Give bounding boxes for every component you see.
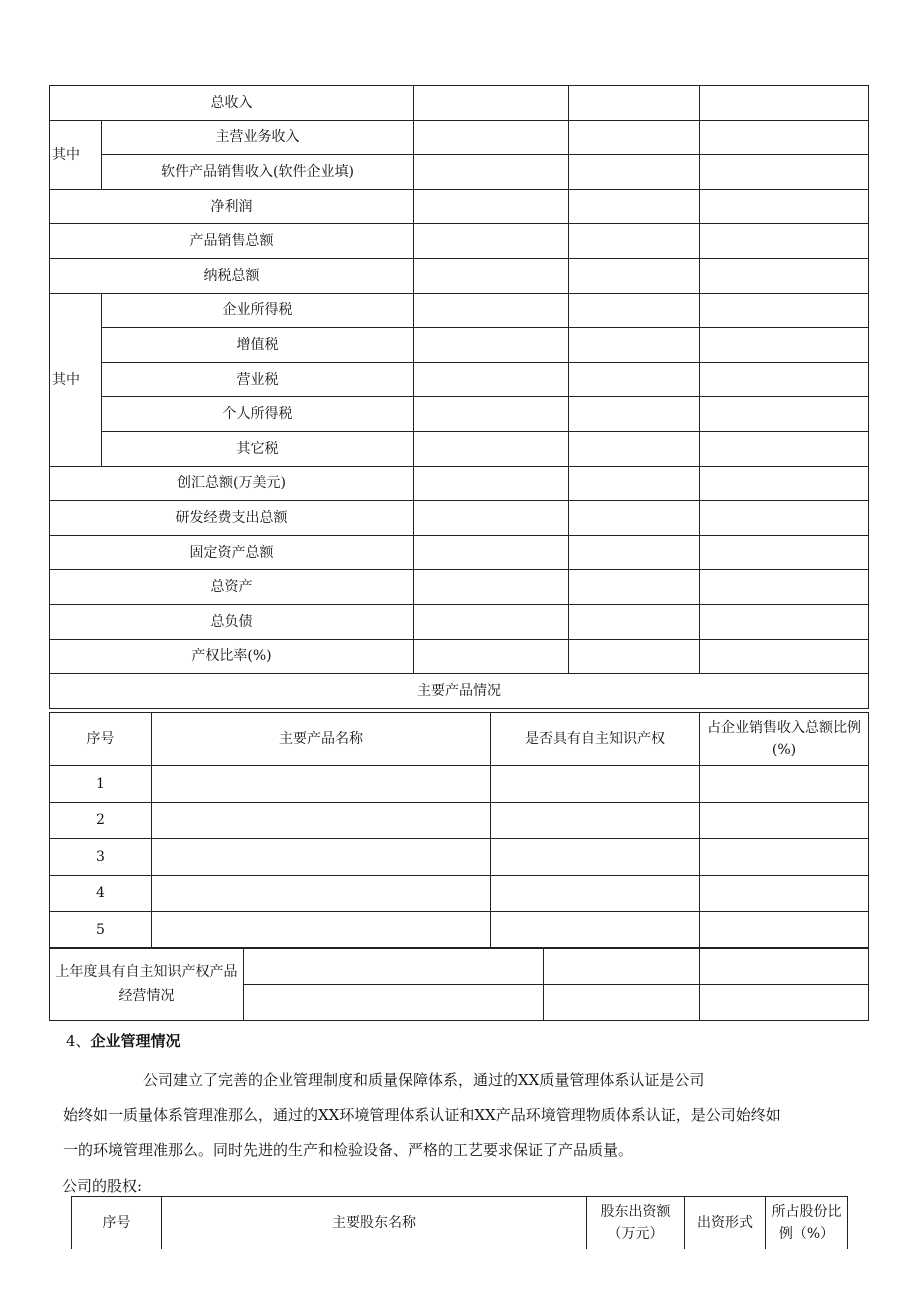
data-cell[interactable] [544,948,700,985]
row-label: 上年度具有自主知识产权产品经营情况 [50,948,244,1021]
data-cell[interactable] [414,120,569,155]
section-number: 4、 [66,1032,91,1050]
table-row [50,802,869,839]
row-label: 软件产品销售收入(软件企业填) [102,155,414,190]
data-cell[interactable] [244,984,544,1021]
table-row [50,86,869,121]
data-cell[interactable] [414,501,569,536]
row-label: 其它税 [102,431,414,466]
paragraph: 一的环境管理准那么。同时先进的生产和检验设备、严格的工艺要求保证了产品质量。 [63,1141,634,1159]
table-row [50,570,869,605]
data-cell[interactable] [569,501,700,536]
table-row [50,431,869,466]
row-label: 产品销售总额 [50,224,414,259]
data-cell[interactable] [414,639,569,674]
table-row [50,328,869,363]
data-cell[interactable] [700,984,869,1021]
data-cell[interactable] [152,766,491,803]
row-label: 增值税 [102,328,414,363]
table-row [50,766,869,803]
table-row [50,155,869,190]
data-cell[interactable] [569,189,700,224]
data-cell[interactable] [414,604,569,639]
data-cell[interactable] [569,86,700,121]
data-cell[interactable] [414,155,569,190]
table-row [50,189,869,224]
column-header-ratio: 占企业销售收入总额比例(%) [700,713,869,766]
data-cell[interactable] [569,120,700,155]
data-cell[interactable] [700,948,869,985]
data-cell[interactable] [414,466,569,501]
data-cell[interactable] [414,535,569,570]
data-cell[interactable] [700,535,869,570]
data-cell[interactable] [491,839,700,876]
data-cell[interactable] [700,86,869,121]
data-cell[interactable] [544,984,700,1021]
data-cell[interactable] [569,155,700,190]
group-label: 其中 [50,120,102,189]
data-cell[interactable] [569,431,700,466]
data-cell[interactable] [569,535,700,570]
data-cell[interactable] [569,258,700,293]
row-index: 1 [50,766,152,803]
data-cell[interactable] [414,189,569,224]
data-cell[interactable] [700,362,869,397]
section-heading [66,1030,181,1051]
table-row [50,258,869,293]
data-cell[interactable] [414,258,569,293]
table-row [50,224,869,259]
column-header-amount: 股东出资额（万元） [587,1197,685,1249]
data-cell[interactable] [700,189,869,224]
table-row [50,535,869,570]
data-cell[interactable] [414,362,569,397]
column-header-name: 主要股东名称 [162,1197,587,1249]
column-header-form: 出资形式 [685,1197,766,1249]
data-cell[interactable] [700,912,869,949]
data-cell[interactable] [491,802,700,839]
data-cell[interactable] [700,839,869,876]
data-cell[interactable] [569,466,700,501]
data-cell[interactable] [244,948,544,985]
ip-products-table [49,947,869,1021]
row-label: 固定资产总额 [50,535,414,570]
column-header-ip: 是否具有自主知识产权 [491,713,700,766]
data-cell[interactable] [569,397,700,432]
row-label: 个人所得税 [102,397,414,432]
table-row [50,948,869,985]
table-row [50,839,869,876]
row-label: 纳税总额 [50,258,414,293]
row-label: 总收入 [50,86,414,121]
data-cell[interactable] [152,875,491,912]
data-cell[interactable] [700,224,869,259]
table-header-row [72,1197,848,1249]
table-row [50,674,869,709]
table-row [50,604,869,639]
data-cell[interactable] [700,766,869,803]
data-cell[interactable] [414,293,569,328]
data-cell[interactable] [414,86,569,121]
data-cell[interactable] [700,431,869,466]
section-title: 主要产品情况 [50,674,869,709]
row-label: 创汇总额(万美元) [50,466,414,501]
table-row [50,293,869,328]
data-cell[interactable] [414,224,569,259]
data-cell[interactable] [152,802,491,839]
data-cell[interactable] [700,328,869,363]
table-row [50,639,869,674]
data-cell[interactable] [491,912,700,949]
row-label: 主营业务收入 [102,120,414,155]
data-cell[interactable] [569,604,700,639]
table-row [50,501,869,536]
data-cell[interactable] [569,570,700,605]
data-cell[interactable] [700,570,869,605]
table-row [50,397,869,432]
data-cell[interactable] [152,912,491,949]
data-cell[interactable] [569,362,700,397]
group-label: 其中 [50,293,102,466]
row-label: 产权比率(%) [50,639,414,674]
table-header-row [50,713,869,766]
data-cell[interactable] [700,258,869,293]
data-cell[interactable] [700,466,869,501]
data-cell[interactable] [700,875,869,912]
data-cell[interactable] [569,328,700,363]
row-index: 3 [50,839,152,876]
shareholding-table [71,1196,848,1249]
products-table [49,712,869,949]
data-cell[interactable] [414,570,569,605]
data-cell[interactable] [700,802,869,839]
row-label: 总负债 [50,604,414,639]
data-cell[interactable] [569,224,700,259]
paragraph: 始终如一质量体系管理准那么，通过的XX环境管理体系认证和XX产品环境管理物质体系认证，是公司始终如 [63,1106,781,1124]
data-cell[interactable] [700,501,869,536]
data-cell[interactable] [700,639,869,674]
row-label: 营业税 [102,362,414,397]
data-cell[interactable] [414,397,569,432]
paragraph: 公司建立了完善的企业管理制度和质量保障体系，通过的XX质量管理体系认证是公司 [143,1071,705,1089]
data-cell[interactable] [700,293,869,328]
section-title: 企业管理情况 [90,1032,181,1050]
data-cell[interactable] [152,839,491,876]
data-cell[interactable] [414,431,569,466]
table-row [50,120,869,155]
column-header-index: 序号 [72,1197,162,1249]
row-index: 5 [50,912,152,949]
data-cell[interactable] [700,397,869,432]
data-cell[interactable] [700,155,869,190]
data-cell[interactable] [700,604,869,639]
data-cell[interactable] [569,639,700,674]
row-label: 总资产 [50,570,414,605]
shareholding-caption: 公司的股权: [62,1177,143,1195]
data-cell[interactable] [491,875,700,912]
table-row [50,362,869,397]
data-cell[interactable] [414,328,569,363]
data-cell[interactable] [700,120,869,155]
table-row [50,912,869,949]
table-row [50,466,869,501]
column-header-name: 主要产品名称 [152,713,491,766]
financial-table [49,85,869,709]
table-row [50,875,869,912]
column-header-ratio: 所占股份比例（%） [766,1197,848,1249]
data-cell[interactable] [491,766,700,803]
row-index: 2 [50,802,152,839]
row-label: 企业所得税 [102,293,414,328]
data-cell[interactable] [569,293,700,328]
row-label: 研发经费支出总额 [50,501,414,536]
row-index: 4 [50,875,152,912]
row-label: 净利润 [50,189,414,224]
column-header-index: 序号 [50,713,152,766]
